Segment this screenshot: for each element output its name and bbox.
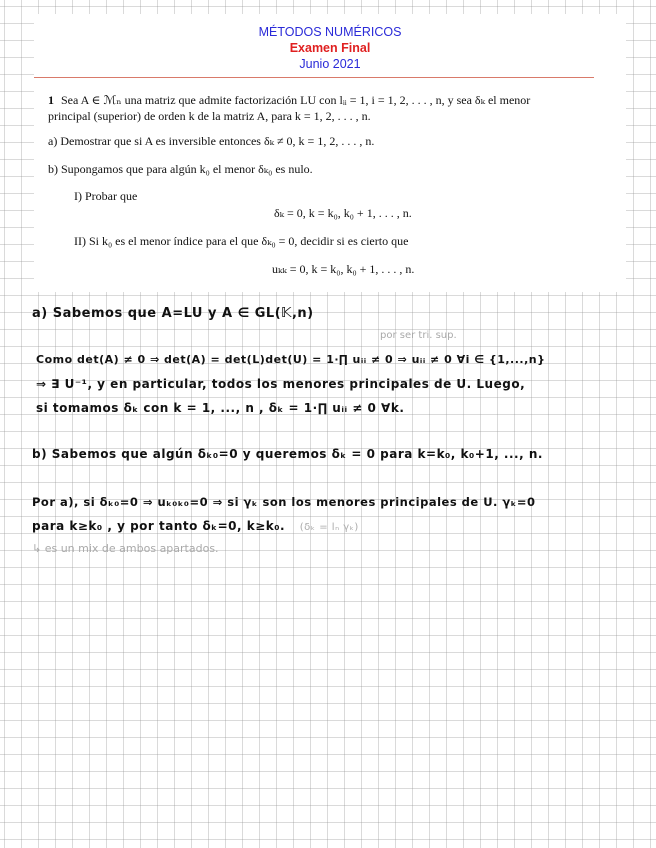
answer-b-line2	[32, 519, 359, 533]
part-b1-equation: δₖ = 0, k = k₀, k₀ + 1, . . . , n.	[274, 206, 412, 220]
part-a-text: a) Demostrar que si A es inversible entonces δₖ ≠ 0, k = 1, 2, . . . , n.	[48, 134, 375, 148]
answer-b-line1: Por a), si δₖ₀=0 ⇒ uₖ₀ₖ₀=0 ⇒ si γₖ son los menores principales de U. γₖ=0	[32, 495, 536, 509]
answer-b-line2-note: (δₖ = lₙ γₖ)	[299, 522, 359, 533]
exam-title: Examen Final	[289, 41, 371, 55]
exam-sheet	[34, 14, 626, 292]
part-b2-text: II) Si k₀ es el menor índice para el que δₖ₀ = 0, decidir si es cierto que	[74, 234, 409, 248]
problem-statement-text1: Sea A ∈ ℳₙ una matriz que admite factorización LU con lᵢᵢ = 1, i = 1, 2, . . . , n, y sea δₖ el menor	[61, 93, 531, 107]
answer-a-note: por ser tri. sup.	[380, 330, 457, 341]
answer-a-heading: a) Sabemos que A=LU y A ∈ GL(𝕂,n)	[32, 306, 314, 321]
exam-date: Junio 2021	[299, 57, 361, 71]
part-b-text: b) Supongamos que para algún k₀ el menor δₖ₀ es nulo.	[48, 162, 313, 176]
answer-a-line1: Como det(A) ≠ 0 ⇒ det(A) = det(L)det(U) = 1·∏ uᵢᵢ ≠ 0 ⇒ uᵢᵢ ≠ 0 ∀i ∈ {1,...,n}	[36, 353, 546, 366]
answer-b-line2-text: para k≥k₀ , y por tanto δₖ=0, k≥k₀.	[32, 519, 286, 533]
problem-number: 1	[48, 93, 54, 107]
answer-b-heading: b) Sabemos que algún δₖ₀=0 y queremos δₖ = 0 para k=k₀, k₀+1, ..., n.	[32, 447, 543, 461]
part-b1-label: I) Probar que	[74, 189, 138, 203]
answer-a-line3: si tomamos δₖ con k = 1, ..., n , δₖ = 1·∏ uᵢᵢ ≠ 0 ∀k.	[36, 401, 405, 415]
problem-statement-line2: principal (superior) de orden k de la matriz A, para k = 1, 2, . . . , n.	[48, 109, 371, 123]
header-divider	[34, 77, 594, 78]
answer-a-line2: ⇒ ∃ U⁻¹, y en particular, todos los menores principales de U. Luego,	[36, 377, 526, 391]
part-b2-equation: uₖₖ = 0, k = k₀, k₀ + 1, . . . , n.	[272, 262, 415, 276]
course-title: MÉTODOS NUMÉRICOS	[258, 25, 402, 39]
answer-b-line3: ↳ es un mix de ambos apartados.	[32, 542, 219, 555]
problem-statement-line1	[48, 93, 530, 108]
